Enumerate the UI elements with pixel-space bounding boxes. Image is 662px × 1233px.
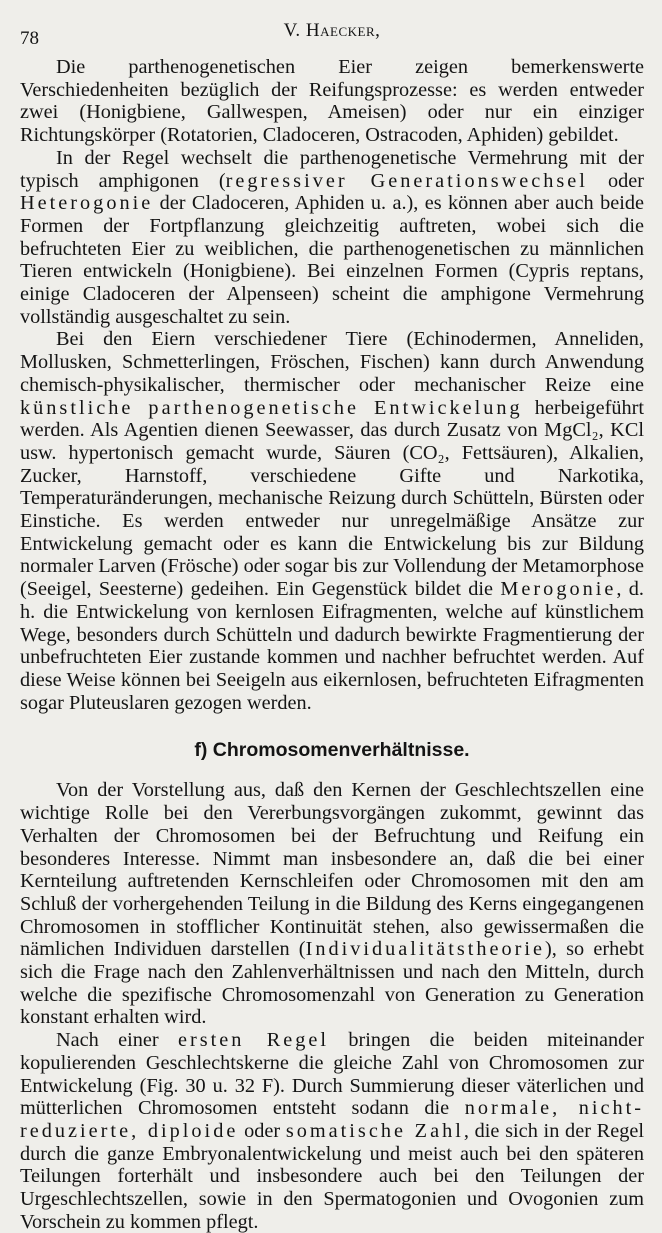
text-run: bringen die beiden miteinander kopulierenden Geschlechtskerne die gleiche Zahl von Chromosomen zur Entwickelung (Fig. 30 u. 32 F). Durch Summierung dieser väterlichen und mütterlichen Chromosomen entsteht sodann die xyxy=(20,1029,644,1120)
emphasized-term: Merogonie xyxy=(500,578,617,601)
text-run: ), so erhebt sich die Frage nach den Zahlenverhältnissen und nach den Mitteln, durch welche die spezifische Chromosomenzahl von Generation zu Generation konstant erhalten wird. xyxy=(20,938,644,1029)
paragraph xyxy=(20,147,644,329)
paragraph xyxy=(20,56,644,147)
section-heading: f) Chromosomenverhältnisse. xyxy=(194,739,470,762)
section-body xyxy=(20,779,644,1233)
running-head: V. Haecker, xyxy=(283,20,381,41)
emphasized-term: regressiver Generationswechsel xyxy=(225,169,588,192)
text-run: oder xyxy=(587,169,644,192)
text-run: der Cladoceren, Aphiden u. a.), es können aber auch beide Formen der Fortpflanzung gleichzeitig auftreten, wobei sich die befruchteten Eier zu weiblichen, die parthenogenetischen zu männlichen Tieren entwickeln (Honigbiene). Bei einzelnen Formen (Cypris reptans, einige Cladoceren der Alpenseen) scheint die amphigone Vermehrung vollständig ausgeschaltet zu sein. xyxy=(20,192,644,328)
emphasized-term: somatische Zahl xyxy=(285,1119,464,1142)
text-run: Nach einer xyxy=(56,1029,178,1052)
emphasized-term: Individualitätstheorie xyxy=(305,938,546,961)
text-run: , die sich in der Regel durch die ganze Embryonalentwickelung und meist auch bei den späteren Teilungen forterhält und insbesondere auch bei den Teilungen der Urgeschlechtszellen, sowie in den Spermatogonien und Ovogonien zum Vorschein zu kommen pflegt. xyxy=(20,1119,644,1233)
text-run: oder xyxy=(238,1119,286,1142)
paragraph xyxy=(20,328,644,714)
emphasized-term: ersten Regel xyxy=(177,1029,330,1052)
page-number: 78 xyxy=(20,28,39,49)
text-run: Bei den Eiern verschiedener Tiere (Echinodermen, Anneliden, Mollusken, Schmetterlingen, Fröschen, Fischen) kann durch Anwendung chemisch-physikalischer, thermischer oder mechanischer Reize eine xyxy=(20,328,644,396)
emphasized-term: künstliche parthenogenetische Entwickelung xyxy=(20,396,523,419)
emphasized-term: Heterogonie xyxy=(20,192,154,215)
text-run: herbeigeführt werden. Als Agentien dienen Seewasser, das durch Zusatz von MgCl₂, KCl usw. hypertonisch gemacht wurde, Säuren (CO₂, Fettsäuren), Alkalien, Zucker, Harnstoff, verschiedene Gifte und Narkotika, Temperaturänderungen, mechanische Reizung durch Schütteln, Bürsten oder Einstiche. Es werden entweder nur unregelmäßige Ansätze zur Entwickelung gemacht oder es kann die Entwickelung bis zur Bildung normaler Larven (Frösche) oder sogar bis zur Vollendung der Metamorphose (Seeigel, Seesterne) gedeihen. Ein Gegenstück bildet die xyxy=(20,396,644,601)
text-run: Die parthenogenetischen Eier zeigen bemerkenswerte Verschiedenheiten bezüglich der Reifungsprozesse: es werden entweder zwei (Honigbiene, Gallwespen, Ameisen) oder nur ein einziger Richtungskörper (Rotatorien, Cladoceren, Ostracoden, Aphiden) gebildet. xyxy=(20,56,644,147)
text-run: In der Regel wechselt die parthenogenetische Vermehrung mit der typisch amphigonen ( xyxy=(20,146,644,192)
paragraph xyxy=(20,779,644,1029)
body-text xyxy=(20,56,644,714)
text-run: , d. h. die Entwickelung von kernlosen Eifragmenten, welche auf künstlichem Wege, besonders durch Schütteln und dadurch bewirkte Fragmentierung der unbefruchteten Eier zustande kommen und nachher befruchtet werden. Auf diese Weise können bei Seeigeln aus eikernlosen, befruchteten Eifragmenten sogar Pluteuslaren gezogen werden. xyxy=(20,578,644,714)
emphasized-term: normale, nicht-reduzierte, diploide xyxy=(20,1097,645,1142)
paragraph xyxy=(20,1029,644,1233)
page-header xyxy=(20,0,644,56)
text-run: Von der Vorstellung aus, daß den Kernen der Geschlechtszellen eine wichtige Rolle bei den Vererbungsvorgängen zukommt, gewinnt das Verhalten der Chromosomen bei der Befruchtung und Reifung ein besonderes Interesse. Nimmt man insbesondere an, daß die bei einer Kernteilung auftretenden Kernschleifen oder Chromosomen mit den am Schluß der vorhergehenden Teilung in die Bildung des Kerns eingegangenen Chromosomen in stofflicher Kontinuität stehen, also gewissermaßen die nämlichen Individuen darstellen ( xyxy=(20,779,644,961)
